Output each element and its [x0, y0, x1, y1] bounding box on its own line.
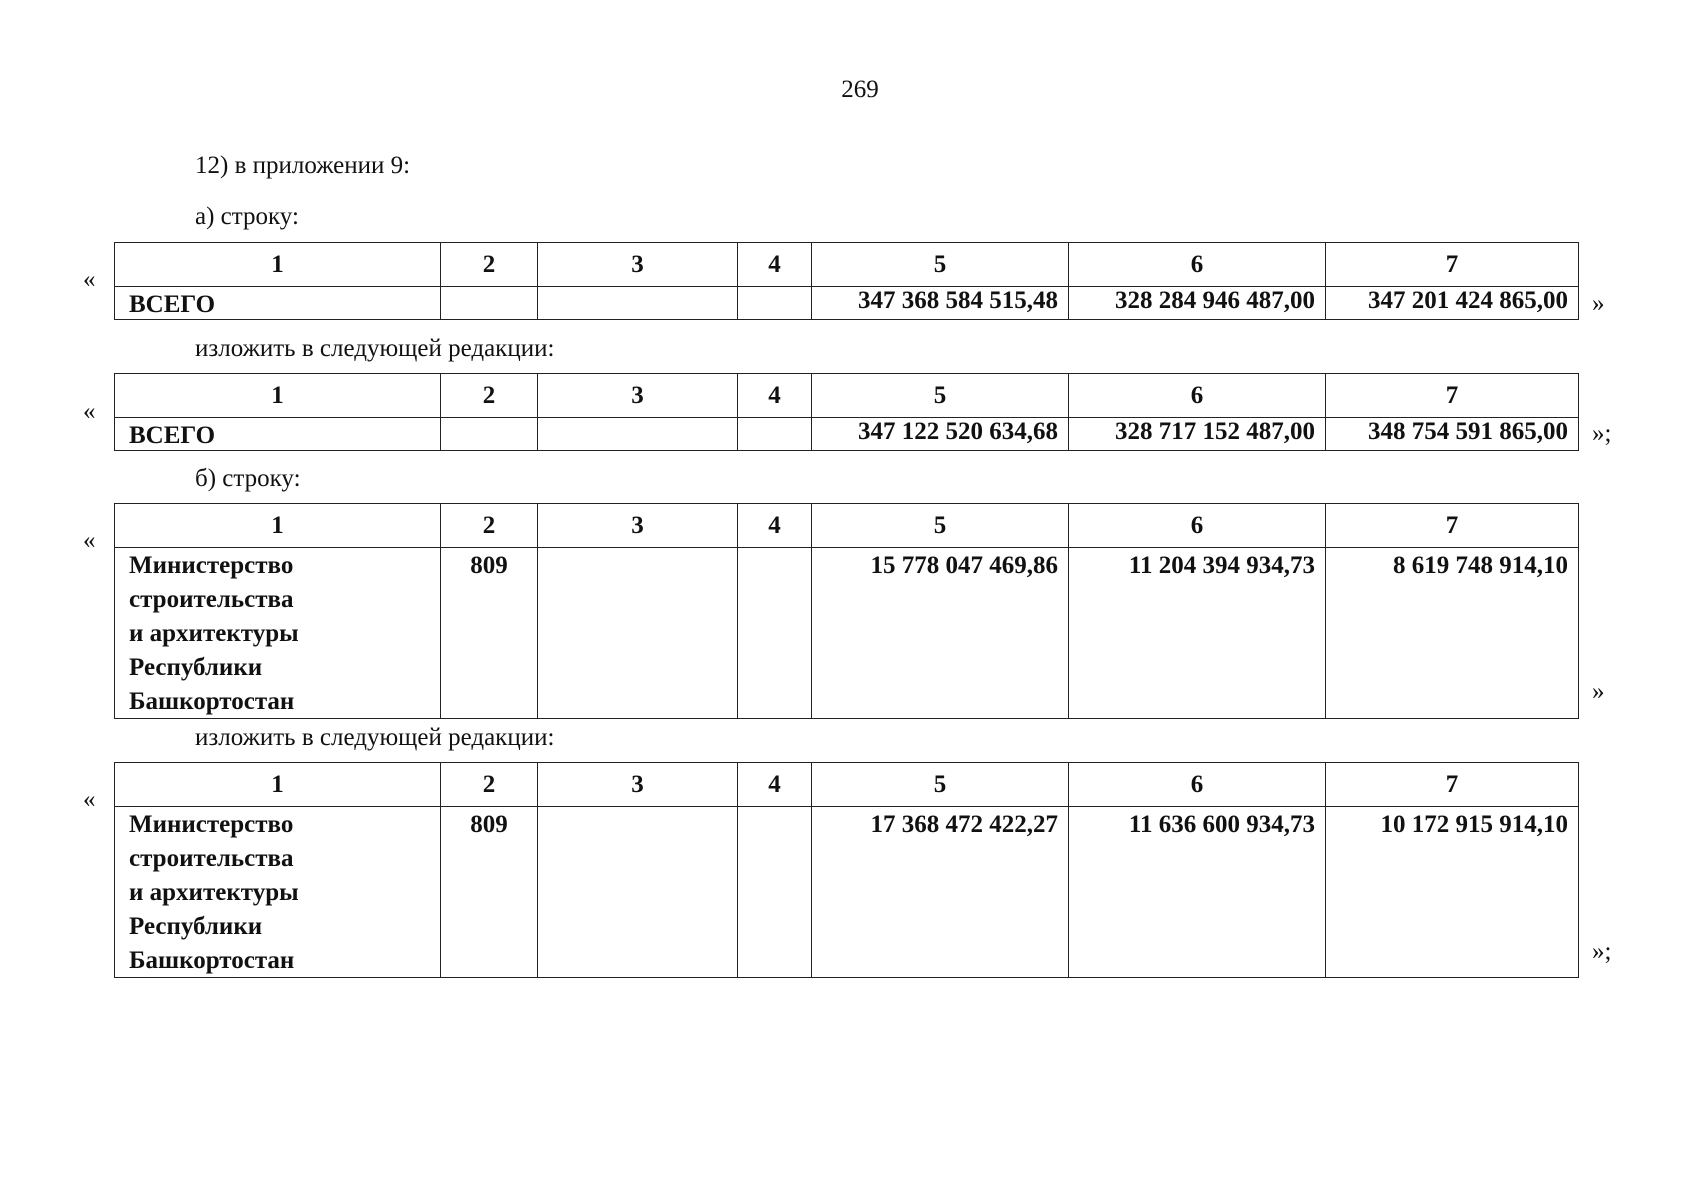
close-quote-semicolon: »; — [1592, 420, 1612, 447]
header-cell-3: 3 — [538, 374, 738, 418]
ministry-line: Республики — [129, 913, 263, 940]
header-cell-3: 3 — [538, 243, 738, 287]
ministry-line: Министерство — [129, 552, 294, 579]
row-cell-3 — [538, 807, 738, 978]
ministry-line: Министерство — [129, 811, 294, 838]
row-cell-5: 347 122 520 634,68 — [812, 418, 1069, 451]
ministry-line: Республики — [129, 654, 263, 681]
header-cell-2: 2 — [441, 374, 538, 418]
row-cell-4 — [738, 548, 812, 719]
table-b-revised — [114, 762, 1579, 978]
header-cell-1: 1 — [115, 374, 441, 418]
row-cell-6: 11 636 600 934,73 — [1069, 807, 1326, 978]
ministry-line: и архитектуры — [129, 879, 299, 906]
row-cell-2: 809 — [441, 807, 538, 978]
header-cell-1: 1 — [115, 243, 441, 287]
row-cell-3 — [538, 287, 738, 320]
header-cell-1: 1 — [115, 504, 441, 548]
table-a-revised — [114, 373, 1579, 451]
replace-text: изложить в следующей редакции: — [195, 724, 555, 751]
row-cell-6: 328 717 152 487,00 — [1069, 418, 1326, 451]
close-quote: » — [1592, 290, 1605, 317]
row-cell-2: 809 — [441, 548, 538, 719]
header-cell-4: 4 — [738, 504, 812, 548]
row-cell-4 — [738, 287, 812, 320]
header-cell-2: 2 — [441, 504, 538, 548]
table-b-original — [114, 503, 1579, 719]
ministry-line: Башкортостан — [129, 947, 295, 974]
row-cell-5: 17 368 472 422,27 — [812, 807, 1069, 978]
table-a-original — [114, 242, 1579, 320]
header-cell-7: 7 — [1326, 243, 1579, 287]
header-cell-2: 2 — [441, 243, 538, 287]
table-row — [115, 287, 1579, 320]
header-cell-7: 7 — [1326, 763, 1579, 807]
close-quote: » — [1592, 678, 1605, 705]
ministry-line: Башкортостан — [129, 688, 295, 715]
row-cell-7: 347 201 424 865,00 — [1326, 287, 1579, 320]
header-cell-7: 7 — [1326, 374, 1579, 418]
row-name-cell: ВСЕГО — [115, 418, 441, 451]
header-cell-6: 6 — [1069, 374, 1326, 418]
row-cell-4 — [738, 418, 812, 451]
page-number: 269 — [841, 76, 879, 103]
row-cell-5: 347 368 584 515,48 — [812, 287, 1069, 320]
row-name-cell: ВСЕГО — [115, 287, 441, 320]
row-cell-7: 348 754 591 865,00 — [1326, 418, 1579, 451]
header-cell-3: 3 — [538, 763, 738, 807]
open-quote: « — [83, 266, 96, 293]
ministry-line: и архитектуры — [129, 620, 299, 647]
row-cell-6: 328 284 946 487,00 — [1069, 287, 1326, 320]
header-cell-6: 6 — [1069, 243, 1326, 287]
table-header-row — [115, 763, 1579, 807]
header-cell-6: 6 — [1069, 504, 1326, 548]
ministry-line: строительства — [129, 845, 294, 872]
header-cell-3: 3 — [538, 504, 738, 548]
header-cell-4: 4 — [738, 243, 812, 287]
table-row — [115, 807, 1579, 978]
row-name-cell — [115, 548, 441, 719]
header-cell-5: 5 — [812, 374, 1069, 418]
header-cell-5: 5 — [812, 243, 1069, 287]
row-cell-3 — [538, 418, 738, 451]
open-quote: « — [83, 786, 96, 813]
close-quote-semicolon: »; — [1592, 938, 1612, 965]
header-cell-4: 4 — [738, 374, 812, 418]
header-cell-2: 2 — [441, 763, 538, 807]
table-header-row — [115, 374, 1579, 418]
table-header-row — [115, 504, 1579, 548]
header-cell-1: 1 — [115, 763, 441, 807]
table-row — [115, 418, 1579, 451]
table-row — [115, 548, 1579, 719]
header-cell-4: 4 — [738, 763, 812, 807]
section-a-label: а) строку: — [195, 203, 299, 230]
header-cell-5: 5 — [812, 504, 1069, 548]
row-cell-2 — [441, 418, 538, 451]
row-cell-4 — [738, 807, 812, 978]
table-header-row — [115, 243, 1579, 287]
ministry-line: строительства — [129, 586, 294, 613]
intro-paragraph: 12) в приложении 9: — [195, 152, 411, 179]
section-b-label: б) строку: — [195, 465, 301, 492]
header-cell-5: 5 — [812, 763, 1069, 807]
row-cell-7: 10 172 915 914,10 — [1326, 807, 1579, 978]
row-cell-5: 15 778 047 469,86 — [812, 548, 1069, 719]
row-cell-2 — [441, 287, 538, 320]
header-cell-6: 6 — [1069, 763, 1326, 807]
row-name-cell — [115, 807, 441, 978]
row-cell-6: 11 204 394 934,73 — [1069, 548, 1326, 719]
replace-text: изложить в следующей редакции: — [195, 335, 555, 362]
header-cell-7: 7 — [1326, 504, 1579, 548]
open-quote: « — [83, 527, 96, 554]
row-cell-7: 8 619 748 914,10 — [1326, 548, 1579, 719]
row-cell-3 — [538, 548, 738, 719]
open-quote: « — [83, 398, 96, 425]
